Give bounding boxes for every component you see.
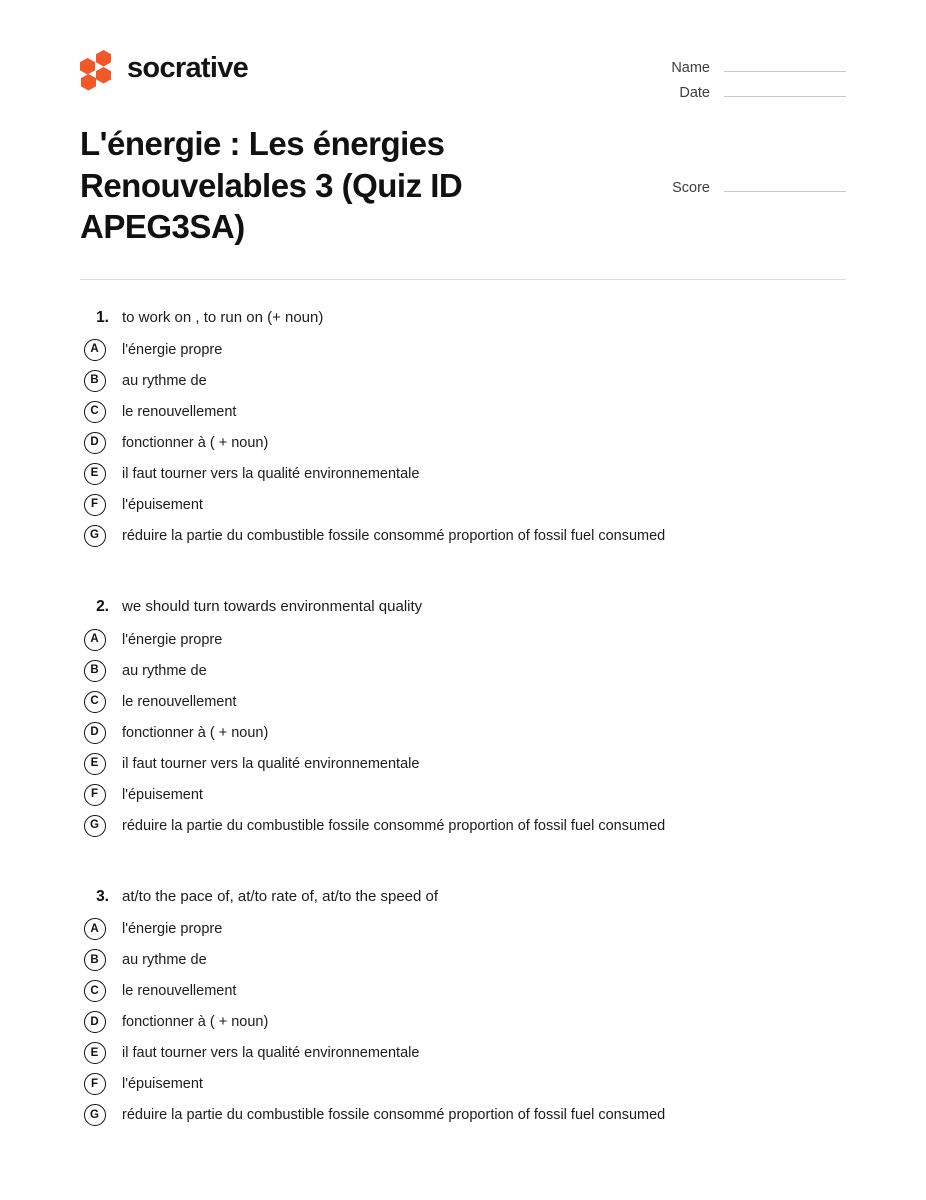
name-field-blank[interactable]	[724, 58, 846, 72]
option-text: réduire la partie du combustible fossile consommé proportion of fossil fuel consumed	[122, 527, 666, 544]
option-text: fonctionner à ( + noun)	[122, 724, 269, 741]
option-badge-cell	[80, 629, 122, 651]
questions-list	[0, 280, 926, 1131]
option-letter-bubble[interactable]: G	[84, 1104, 106, 1126]
option-letter-bubble[interactable]: A	[84, 629, 106, 651]
option-letter-bubble[interactable]: D	[84, 432, 106, 454]
option-letter-bubble[interactable]: C	[84, 401, 106, 423]
question-block	[80, 307, 846, 552]
answer-option[interactable]	[80, 427, 846, 458]
option-text: fonctionner à ( + noun)	[122, 434, 269, 451]
answer-option[interactable]	[80, 458, 846, 489]
socrative-logo	[80, 44, 248, 86]
score-field-row	[672, 178, 846, 196]
option-badge-cell	[80, 1104, 122, 1126]
option-letter-bubble[interactable]: C	[84, 691, 106, 713]
option-letter-bubble[interactable]: A	[84, 918, 106, 940]
option-badge-cell	[80, 918, 122, 940]
option-text: l'énergie propre	[122, 921, 223, 938]
date-field-label: Date	[679, 85, 710, 101]
answer-option[interactable]	[80, 489, 846, 520]
question-header	[80, 307, 846, 329]
option-text: il faut tourner vers la qualité environnementale	[122, 755, 420, 772]
socrative-hexagon-icon	[80, 50, 114, 86]
option-badge-cell	[80, 401, 122, 423]
hexagon-icon-left-upper	[80, 58, 95, 75]
option-badge-cell	[80, 660, 122, 682]
option-badge-cell	[80, 949, 122, 971]
question-header	[80, 886, 846, 908]
option-letter-bubble[interactable]: F	[84, 1073, 106, 1095]
option-text: l'épuisement	[122, 786, 203, 803]
option-letter-bubble[interactable]: E	[84, 463, 106, 485]
option-letter-bubble[interactable]: D	[84, 1011, 106, 1033]
option-text: réduire la partie du combustible fossile consommé proportion of fossil fuel consumed	[122, 1107, 666, 1124]
option-badge-cell	[80, 494, 122, 516]
option-badge-cell	[80, 980, 122, 1002]
option-badge-cell	[80, 815, 122, 837]
answer-option[interactable]	[80, 624, 846, 655]
answer-option[interactable]	[80, 810, 846, 841]
answer-option[interactable]	[80, 686, 846, 717]
score-field-wrapper	[672, 123, 846, 196]
answer-option[interactable]	[80, 717, 846, 748]
option-badge-cell	[80, 339, 122, 361]
option-badge-cell	[80, 691, 122, 713]
option-text: au rythme de	[122, 372, 207, 389]
score-field-label: Score	[672, 180, 710, 196]
option-letter-bubble[interactable]: G	[84, 525, 106, 547]
score-field-blank[interactable]	[724, 178, 846, 192]
option-text: le renouvellement	[122, 693, 237, 710]
answer-option[interactable]	[80, 1100, 846, 1131]
option-badge-cell	[80, 784, 122, 806]
question-number: 1.	[96, 308, 109, 326]
option-badge-cell	[80, 432, 122, 454]
option-text: au rythme de	[122, 662, 207, 679]
title-block	[0, 101, 926, 248]
answer-option[interactable]	[80, 1069, 846, 1100]
hexagon-icon-right-lower	[96, 67, 111, 84]
answer-option[interactable]	[80, 396, 846, 427]
option-letter-bubble[interactable]: C	[84, 980, 106, 1002]
page-title: L'énergie : Les énergies Renouvelables 3 (Quiz ID APEG3SA)	[80, 125, 463, 246]
brand-wordmark: socrative	[127, 51, 249, 84]
answer-option[interactable]	[80, 914, 846, 945]
name-field-label: Name	[671, 60, 710, 76]
answer-option[interactable]	[80, 520, 846, 551]
answer-option[interactable]	[80, 945, 846, 976]
option-letter-bubble[interactable]: G	[84, 815, 106, 837]
name-field-row	[671, 58, 846, 76]
option-letter-bubble[interactable]: F	[84, 494, 106, 516]
option-text: l'épuisement	[122, 1076, 203, 1093]
option-badge-cell	[80, 753, 122, 775]
answer-option[interactable]	[80, 779, 846, 810]
question-block	[80, 596, 846, 841]
option-letter-bubble[interactable]: F	[84, 784, 106, 806]
option-badge-cell	[80, 1011, 122, 1033]
question-number: 2.	[96, 598, 109, 616]
option-badge-cell	[80, 1042, 122, 1064]
option-text: il faut tourner vers la qualité environnementale	[122, 465, 420, 482]
answer-option[interactable]	[80, 1038, 846, 1069]
option-badge-cell	[80, 463, 122, 485]
question-block	[80, 886, 846, 1131]
option-letter-bubble[interactable]: B	[84, 370, 106, 392]
page-header	[0, 0, 926, 101]
option-letter-bubble[interactable]: B	[84, 949, 106, 971]
option-letter-bubble[interactable]: E	[84, 753, 106, 775]
option-badge-cell	[80, 722, 122, 744]
option-text: au rythme de	[122, 952, 207, 969]
option-text: l'épuisement	[122, 496, 203, 513]
option-text: fonctionner à ( + noun)	[122, 1014, 269, 1031]
option-text: le renouvellement	[122, 983, 237, 1000]
question-text: at/to the pace of, at/to rate of, at/to the speed of	[122, 888, 439, 906]
option-letter-bubble[interactable]: B	[84, 660, 106, 682]
question-text: to work on , to run on (+ noun)	[122, 308, 324, 326]
student-info-fields	[671, 44, 846, 101]
hexagon-icon-right-top	[96, 50, 111, 67]
answer-option[interactable]	[80, 976, 846, 1007]
option-text: l'énergie propre	[122, 631, 223, 648]
answer-option[interactable]	[80, 748, 846, 779]
hexagon-icon-left-bottom	[81, 74, 96, 91]
option-badge-cell	[80, 525, 122, 547]
question-number: 3.	[96, 888, 109, 906]
question-header	[80, 596, 846, 618]
option-badge-cell	[80, 370, 122, 392]
date-field-blank[interactable]	[724, 83, 846, 97]
answer-option[interactable]	[80, 334, 846, 365]
date-field-row	[671, 83, 846, 101]
option-letter-bubble[interactable]: A	[84, 339, 106, 361]
option-badge-cell	[80, 1073, 122, 1095]
option-letter-bubble[interactable]: D	[84, 722, 106, 744]
option-letter-bubble[interactable]: E	[84, 1042, 106, 1064]
answer-option[interactable]	[80, 365, 846, 396]
answer-option[interactable]	[80, 1007, 846, 1038]
answer-option[interactable]	[80, 655, 846, 686]
option-text: l'énergie propre	[122, 341, 223, 358]
option-text: il faut tourner vers la qualité environnementale	[122, 1045, 420, 1062]
option-text: le renouvellement	[122, 403, 237, 420]
question-text: we should turn towards environmental quality	[122, 598, 423, 616]
option-text: réduire la partie du combustible fossile consommé proportion of fossil fuel consumed	[122, 817, 666, 834]
